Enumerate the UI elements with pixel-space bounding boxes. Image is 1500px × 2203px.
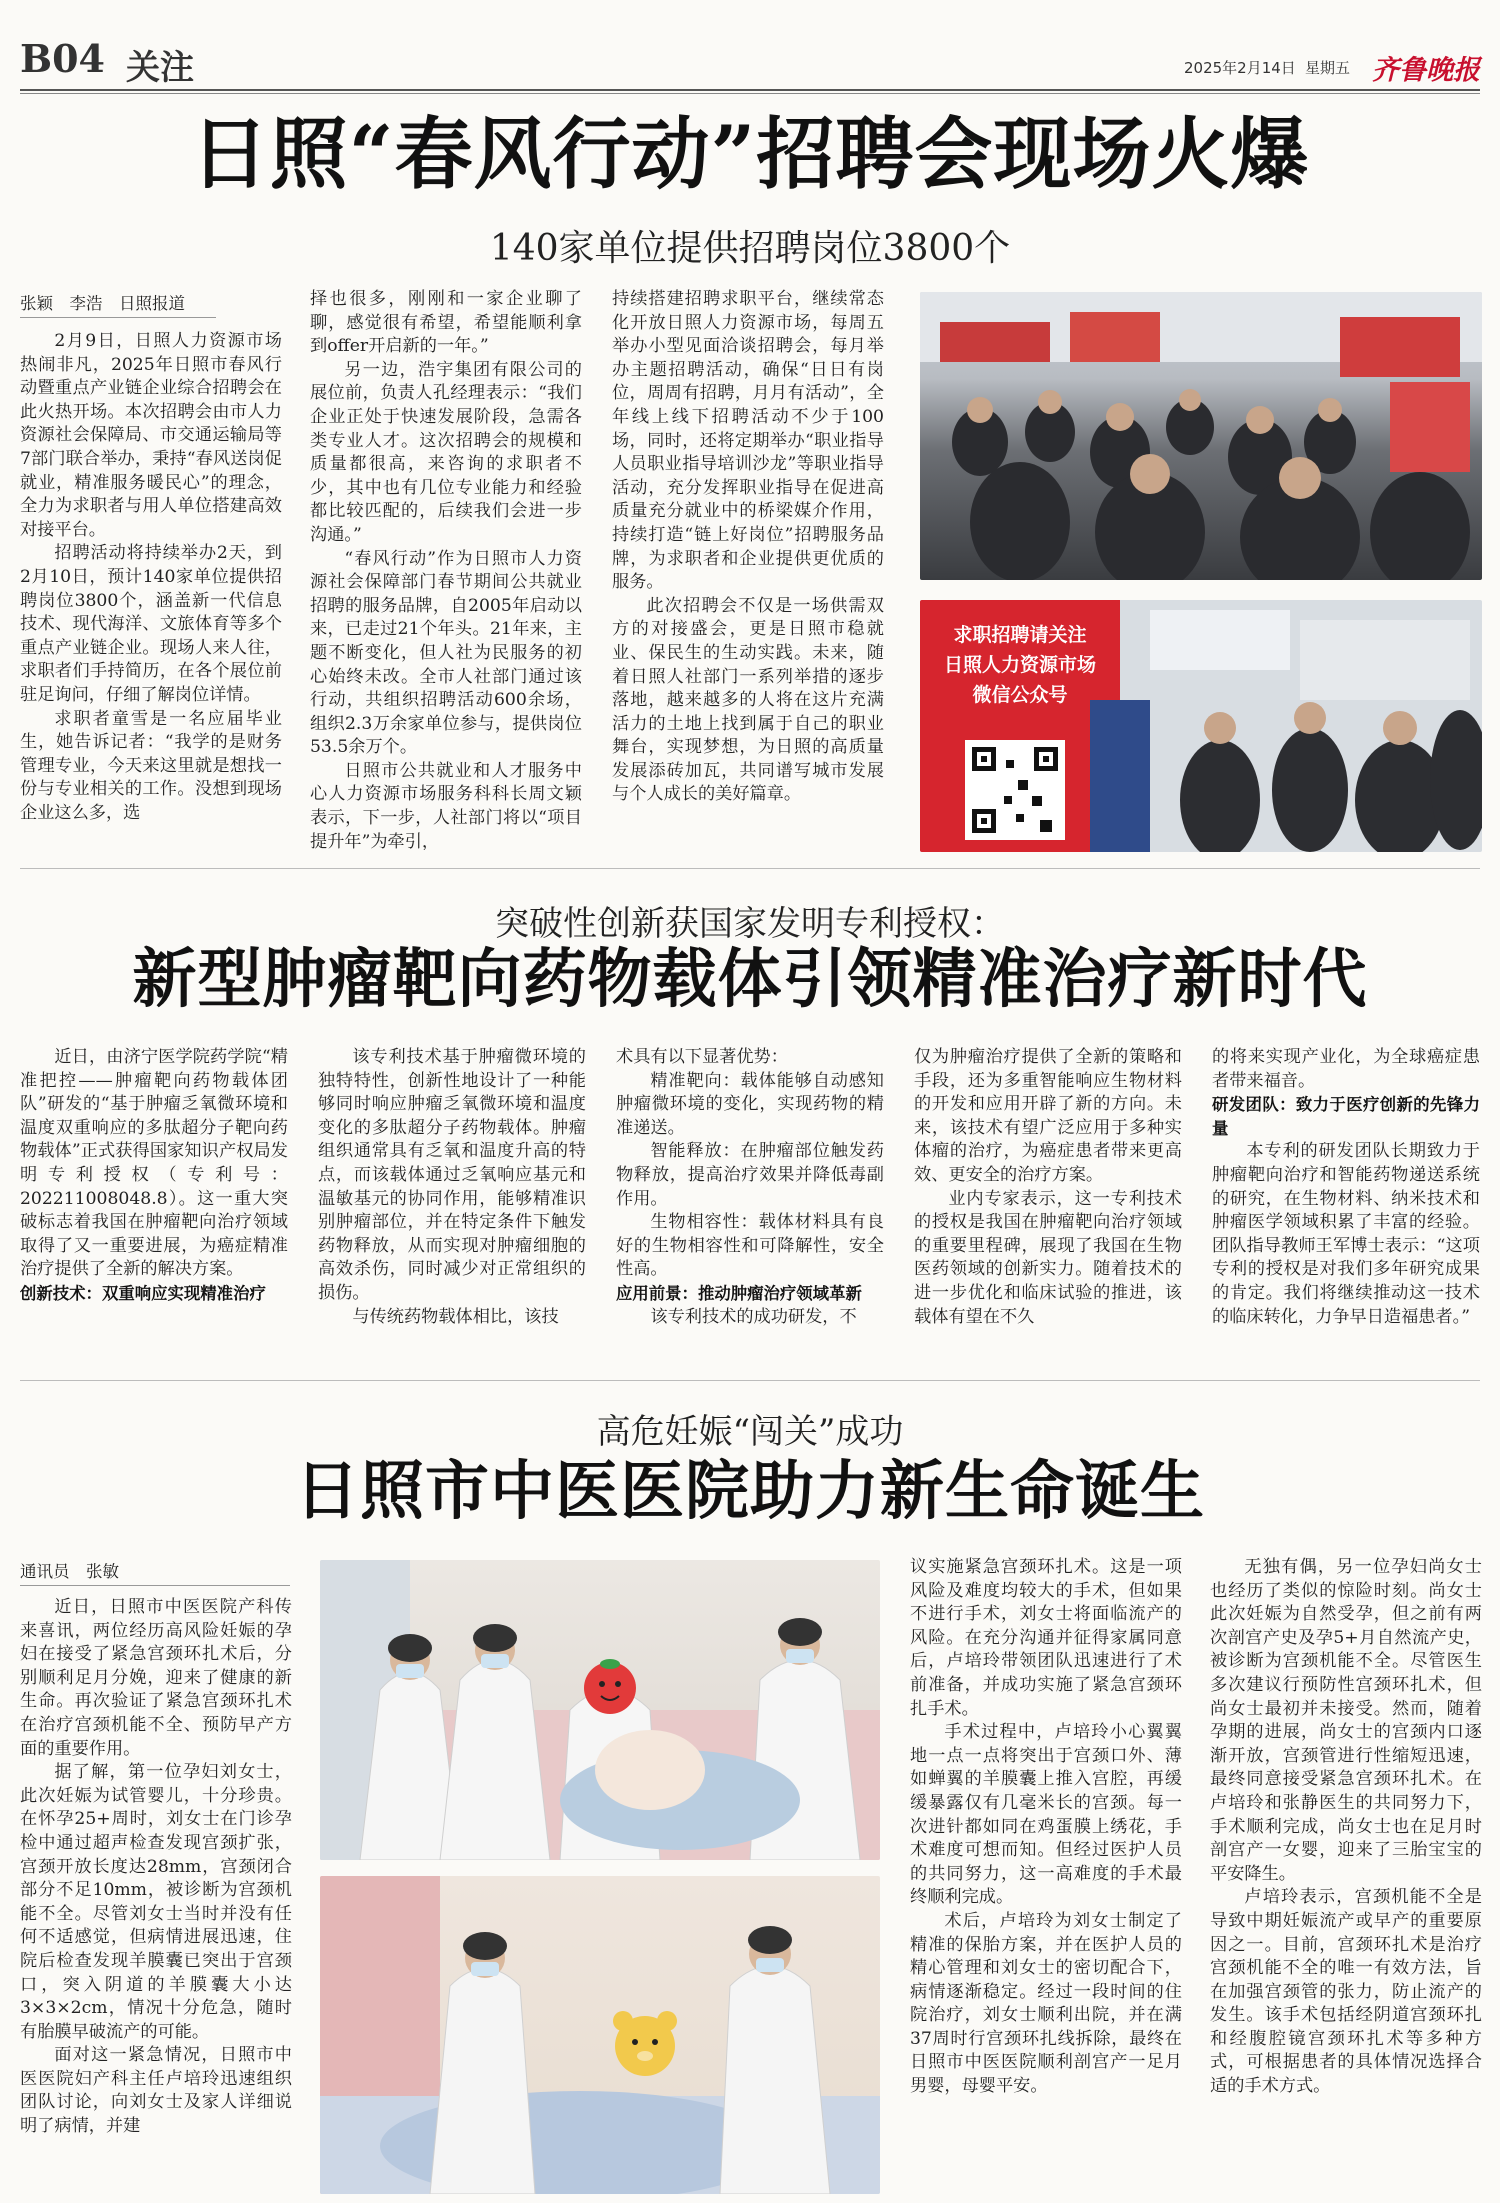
article1-column-1 [20, 330, 282, 850]
paragraph: 术后，卢培玲为刘女士制定了精准的保胎方案，并在医护人员的精心管理和刘女士的密切配合下，病情逐渐稳定。经过一段时间的住院治疗，刘女士顺利出院，并在满37周时行宫颈环扎线拆除，最终在日照市中医医院顺利剖宫产一足月男婴，母婴平安。 [910, 1910, 1182, 2097]
masthead-rule-thin [20, 93, 1480, 94]
paragraph: 生物相容性：载体材料具有良好的生物相容性和可降解性，安全性高。 [616, 1212, 884, 1280]
ward-illustration [320, 1876, 880, 2194]
article2-column-5 [1212, 1046, 1480, 1364]
subheading: 研发团队：致力于医疗创新的先锋力量 [1212, 1095, 1480, 1138]
paragraph: 另一边，浩宇集团有限公司的展位前，负责人孔经理表示：“我们企业正处于快速发展阶段，急需各类专业人才。这次招聘会的规模和质量都很高，来咨询的求职者不少，其中也有几位专业能力和经验都比较匹配的，后续我们会进一步沟通。” [310, 359, 582, 545]
article3-column-2 [910, 1556, 1182, 2192]
article3-headline: 日照市中医医院助力新生命诞生 [295, 1454, 1205, 1529]
issue-date: 2025年2月14日 [1184, 59, 1296, 77]
paragraph: 持续搭建招聘求职平台，继续常态化开放日照人力资源市场，每周五举办小型见面洽谈招聘会，每月举办主题招聘活动，确保“日日有岗位，周周有招聘，月月有活动”，全年线上线下招聘活动不少于100场，同时，还将定期举办“职业指导人员职业指导培训沙龙”等职业指导活动，充分发挥职业指导在促进高质量充分就业中的桥梁媒介作用，持续打造“链上好岗位”招聘服务品牌，为求职者和企业提供更优质的服务。 [612, 289, 884, 593]
paragraph: 面对这一紧急情况，日照市中医医院妇产科主任卢培玲迅速组织团队讨论，向刘女士及家人详细说明了病情，并建 [20, 2045, 292, 2137]
paragraph: 2月9日，日照人力资源市场热闹非凡，2025年日照市春风行动暨重点产业链企业综合招聘会在此火热开场。本次招聘会由市人力资源社会保障局、市交通运输局等7部门联合举办，秉持“春风送岗促就业，精准服务暖民心”的理念，全力为求职者与用人单位搭建高效对接平台。 [20, 331, 282, 540]
paragraph: 该专利技术的成功研发，不 [650, 1306, 857, 1327]
article1-byline: 张颖 李浩 日照报道 [20, 290, 216, 318]
paragraph: 术具有以下显著优势： [616, 1047, 788, 1067]
paragraph: 手术过程中，卢培玲小心翼翼地一点一点将突出于宫颈口外、薄如蝉翼的羊膜囊上推入宫腔，再缓缓暴露仅有几毫米长的宫颈。每一次进针都如同在鸡蛋膜上绣花，手术难度可想而知。但经过医护人员的共同努力，这一高难度的手术最终顺利完成。 [910, 1722, 1182, 1908]
article2-headline: 新型肿瘤靶向药物载体引领精准治疗新时代 [132, 942, 1368, 1017]
article2-column-3 [616, 1046, 884, 1364]
booth-sign-line-3: 微信公众号 [972, 684, 1068, 706]
article1-headline: 日照“春风行动”招聘会现场火爆 [190, 109, 1310, 200]
section-name: 关注 [126, 48, 194, 88]
subheading: 应用前景：推动肿瘤治疗领域革新 [616, 1283, 862, 1303]
paper-logo: 齐鲁晚报 [1372, 55, 1480, 86]
article2-column-4 [914, 1046, 1182, 1364]
paragraph: 据了解，第一位孕妇刘女士，此次妊娠为试管婴儿，十分珍贵。在怀孕25+周时，刘女士在门诊孕检中通过超声检查发现宫颈扩张，宫颈开放长度达28mm，宫颈闭合部分不足10mm，被诊断为宫颈机能不全。尽管刘女士当时并没有任何不适感觉，但病情进展迅速，住院后检查发现羊膜囊已突出于宫颈口，突入阴道的羊膜囊大小达3×3×2cm，情况十分危急，随时有胎膜早破流产的可能。 [20, 1762, 292, 2042]
section-divider [20, 868, 1480, 869]
doctors-newborn-photo [320, 1560, 880, 1860]
booth-sign-line-2: 日照人力资源市场 [943, 654, 1096, 676]
paragraph: 的将来实现产业化，为全球癌症患者带来福音。 [1212, 1047, 1480, 1091]
paragraph: 求职者童雪是一名应届毕业生，她告诉记者：“我学的是财务管理专业，今天来这里就是想找一份与专业相关的工作。没想到现场企业这么多，选 [20, 708, 282, 823]
article1-column-2 [310, 288, 582, 850]
paragraph: 仅为肿瘤治疗提供了全新的策略和手段，还为多重智能响应生物材料的开发和应用开辟了新的方向。未来，该技术有望广泛应用于多种实体瘤的治疗，为癌症患者带来更高效、更安全的治疗方案。 [914, 1047, 1182, 1185]
paragraph: 近日，日照市中医医院产科传来喜讯，两位经历高风险妊娠的孕妇在接受了紧急宫颈环扎术后，分别顺利足月分娩，迎来了健康的新生命。再次验证了紧急宫颈环扎术在治疗宫颈机能不全、预防早产方面的重要作用。 [20, 1597, 292, 1759]
issue-weekday: 星期五 [1305, 59, 1351, 77]
paragraph: 招聘活动将持续举办2天，到2月10日，预计140家单位提供招聘岗位3800个，涵盖新一代信息技术、现代海洋、文旅体育等多个重点产业链企业。现场人来人往，求职者们手持简历，在各个展位前驻足询问，仔细了解岗位详情。 [20, 543, 282, 705]
paragraph: “春风行动”作为日照市人力资源社会保障部门春节期间公共就业招聘的服务品牌，自2005年启动以来，已走过21个年头。21年来，主题不断变化，但人社为民服务的初心始终未改。全市人社部门通过该行动，共组织招聘活动600余场，组织2.3万余家单位参与，提供岗位53.5余万个。 [310, 548, 582, 758]
article2-column-1 [20, 1046, 288, 1364]
article2-kicker: 突破性创新获国家发明专利授权： [495, 904, 1005, 944]
page-code: B04 [20, 36, 105, 81]
paragraph: 本专利的研发团队长期致力于肿瘤靶向治疗和智能药物递送系统的研究，在生物材料、纳米技术和肿瘤医学领域积累了丰富的经验。团队指导教师王军博士表示：“这项专利的授权是对我们多年研究成果的肯定。我们将继续推动这一技术的临床转化，力争早日造福患者。” [1212, 1141, 1480, 1327]
article3-byline: 通讯员 张敏 [20, 1558, 290, 1586]
paragraph: 业内专家表示，这一专利技术的授权是我国在肿瘤靶向治疗领域的重要里程碑，展现了我国在生物医药领域的创新实力。随着技术的进一步优化和临床试验的推进，该载体有望在不久 [914, 1188, 1182, 1327]
paragraph: 卢培玲表示，宫颈机能不全是导致中期妊娠流产或早产的重要原因之一。目前，宫颈环扎术是治疗宫颈机能不全的唯一有效方法，旨在加强宫颈管的张力，防止流产的发生。该手术包括经阴道宫颈环扎和经腹腔镜宫颈环扎术等多种方式，可根据患者的具体情况选择合适的手术方式。 [1210, 1887, 1482, 2097]
masthead-rule [20, 89, 1480, 91]
doctor-patient-photo [320, 1876, 880, 2194]
paragraph: 智能释放：在肿瘤部位触发药物释放，提高治疗效果并降低毒副作用。 [616, 1141, 884, 1209]
article3-column-1 [20, 1596, 292, 2192]
paragraph: 近日，由济宁医学院药学院“精准把控——肿瘤靶向药物载体团队”研发的“基于肿瘤乏氧微环境和温度双重响应的多肽超分子靶向药物载体”正式获得国家知识产权局发明专利授权（专利号：202211008048.8）。这一重大突破标志着我国在肿瘤靶向治疗领域取得了又一重要进展，为癌症精准治疗提供了全新的解决方案。 [20, 1047, 288, 1280]
paragraph: 日照市公共就业和人才服务中心人力资源市场服务科科长周文颖表示，下一步，人社部门将以“项目提升年”为牵引， [310, 760, 582, 850]
paragraph: 精准靶向：载体能够自动感知肿瘤微环境的变化，实现药物的精准递送。 [616, 1070, 884, 1138]
paragraph: 无独有偶，另一位孕妇尚女士也经历了类似的惊险时刻。尚女士此次妊娠为自然受孕，但之前有两次剖宫产史及孕5+月自然流产史，被诊断为宫颈机能不全。尽管医生多次建议行预防性宫颈环扎术，但尚女士最初并未接受。然而，随着孕期的进展，尚女士的宫颈内口逐渐开放，宫颈管进行性缩短迅速，最终同意接受紧急宫颈环扎术。在卢培玲和张静医生的共同努力下，手术顺利完成，尚女士也在足月时剖宫产一女婴，迎来了三胎宝宝的平安降生。 [1210, 1557, 1482, 1884]
hospital-illustration [320, 1560, 880, 1860]
recruitment-booth-photo [920, 600, 1482, 852]
section-divider [20, 1380, 1480, 1381]
crowd-illustration [920, 292, 1482, 580]
article1-column-3 [612, 288, 884, 850]
article3-kicker: 高危妊娠“闯关”成功 [596, 1412, 904, 1452]
paragraph: 此次招聘会不仅是一场供需双方的对接盛会，更是日照市稳就业、保民生的生动实践。未来，随着日照人社部门一系列举措的逐步落地，越来越多的人将在这片充满活力的土地上找到属于自己的职业舞台，实现梦想，为日照的高质量发展添砖加瓦，共同谱写城市发展与个人成长的美好篇章。 [612, 595, 884, 805]
subheading: 创新技术：双重响应实现精准治疗 [20, 1283, 266, 1303]
job-fair-crowd-photo [920, 292, 1482, 580]
paragraph: 择也很多，刚刚和一家企业聊了聊，感觉很有希望，希望能顺利拿到offer开启新的一年。” [310, 289, 582, 357]
article1-subhead: 140家单位提供招聘岗位3800个 [489, 228, 1011, 269]
article2-column-2 [318, 1046, 586, 1364]
article3-column-3 [1210, 1556, 1482, 2192]
paragraph: 与传统药物载体相比，该技 [352, 1306, 559, 1327]
paragraph: 该专利技术基于肿瘤微环境的独特特性，创新性地设计了一种能够同时响应肿瘤乏氧微环境和温度变化的多肽超分子药物载体。肿瘤组织通常具有乏氧和温度升高的特点，而该载体通过乏氧响应基元和温敏基元的协同作用，能够精准识别肿瘤部位，并在特定条件下触发药物释放，从而实现对肿瘤细胞的高效杀伤，同时减少对正常组织的损伤。 [318, 1047, 586, 1303]
paragraph: 议实施紧急宫颈环扎术。这是一项风险及难度均较大的手术，但如果不进行手术，刘女士将面临流产的风险。在充分沟通并征得家属同意后，卢培玲带领团队迅速进行了术前准备，并成功实施了紧急宫颈环扎手术。 [910, 1557, 1182, 1719]
booth-sign-line-1: 求职招聘请关注 [953, 624, 1087, 646]
